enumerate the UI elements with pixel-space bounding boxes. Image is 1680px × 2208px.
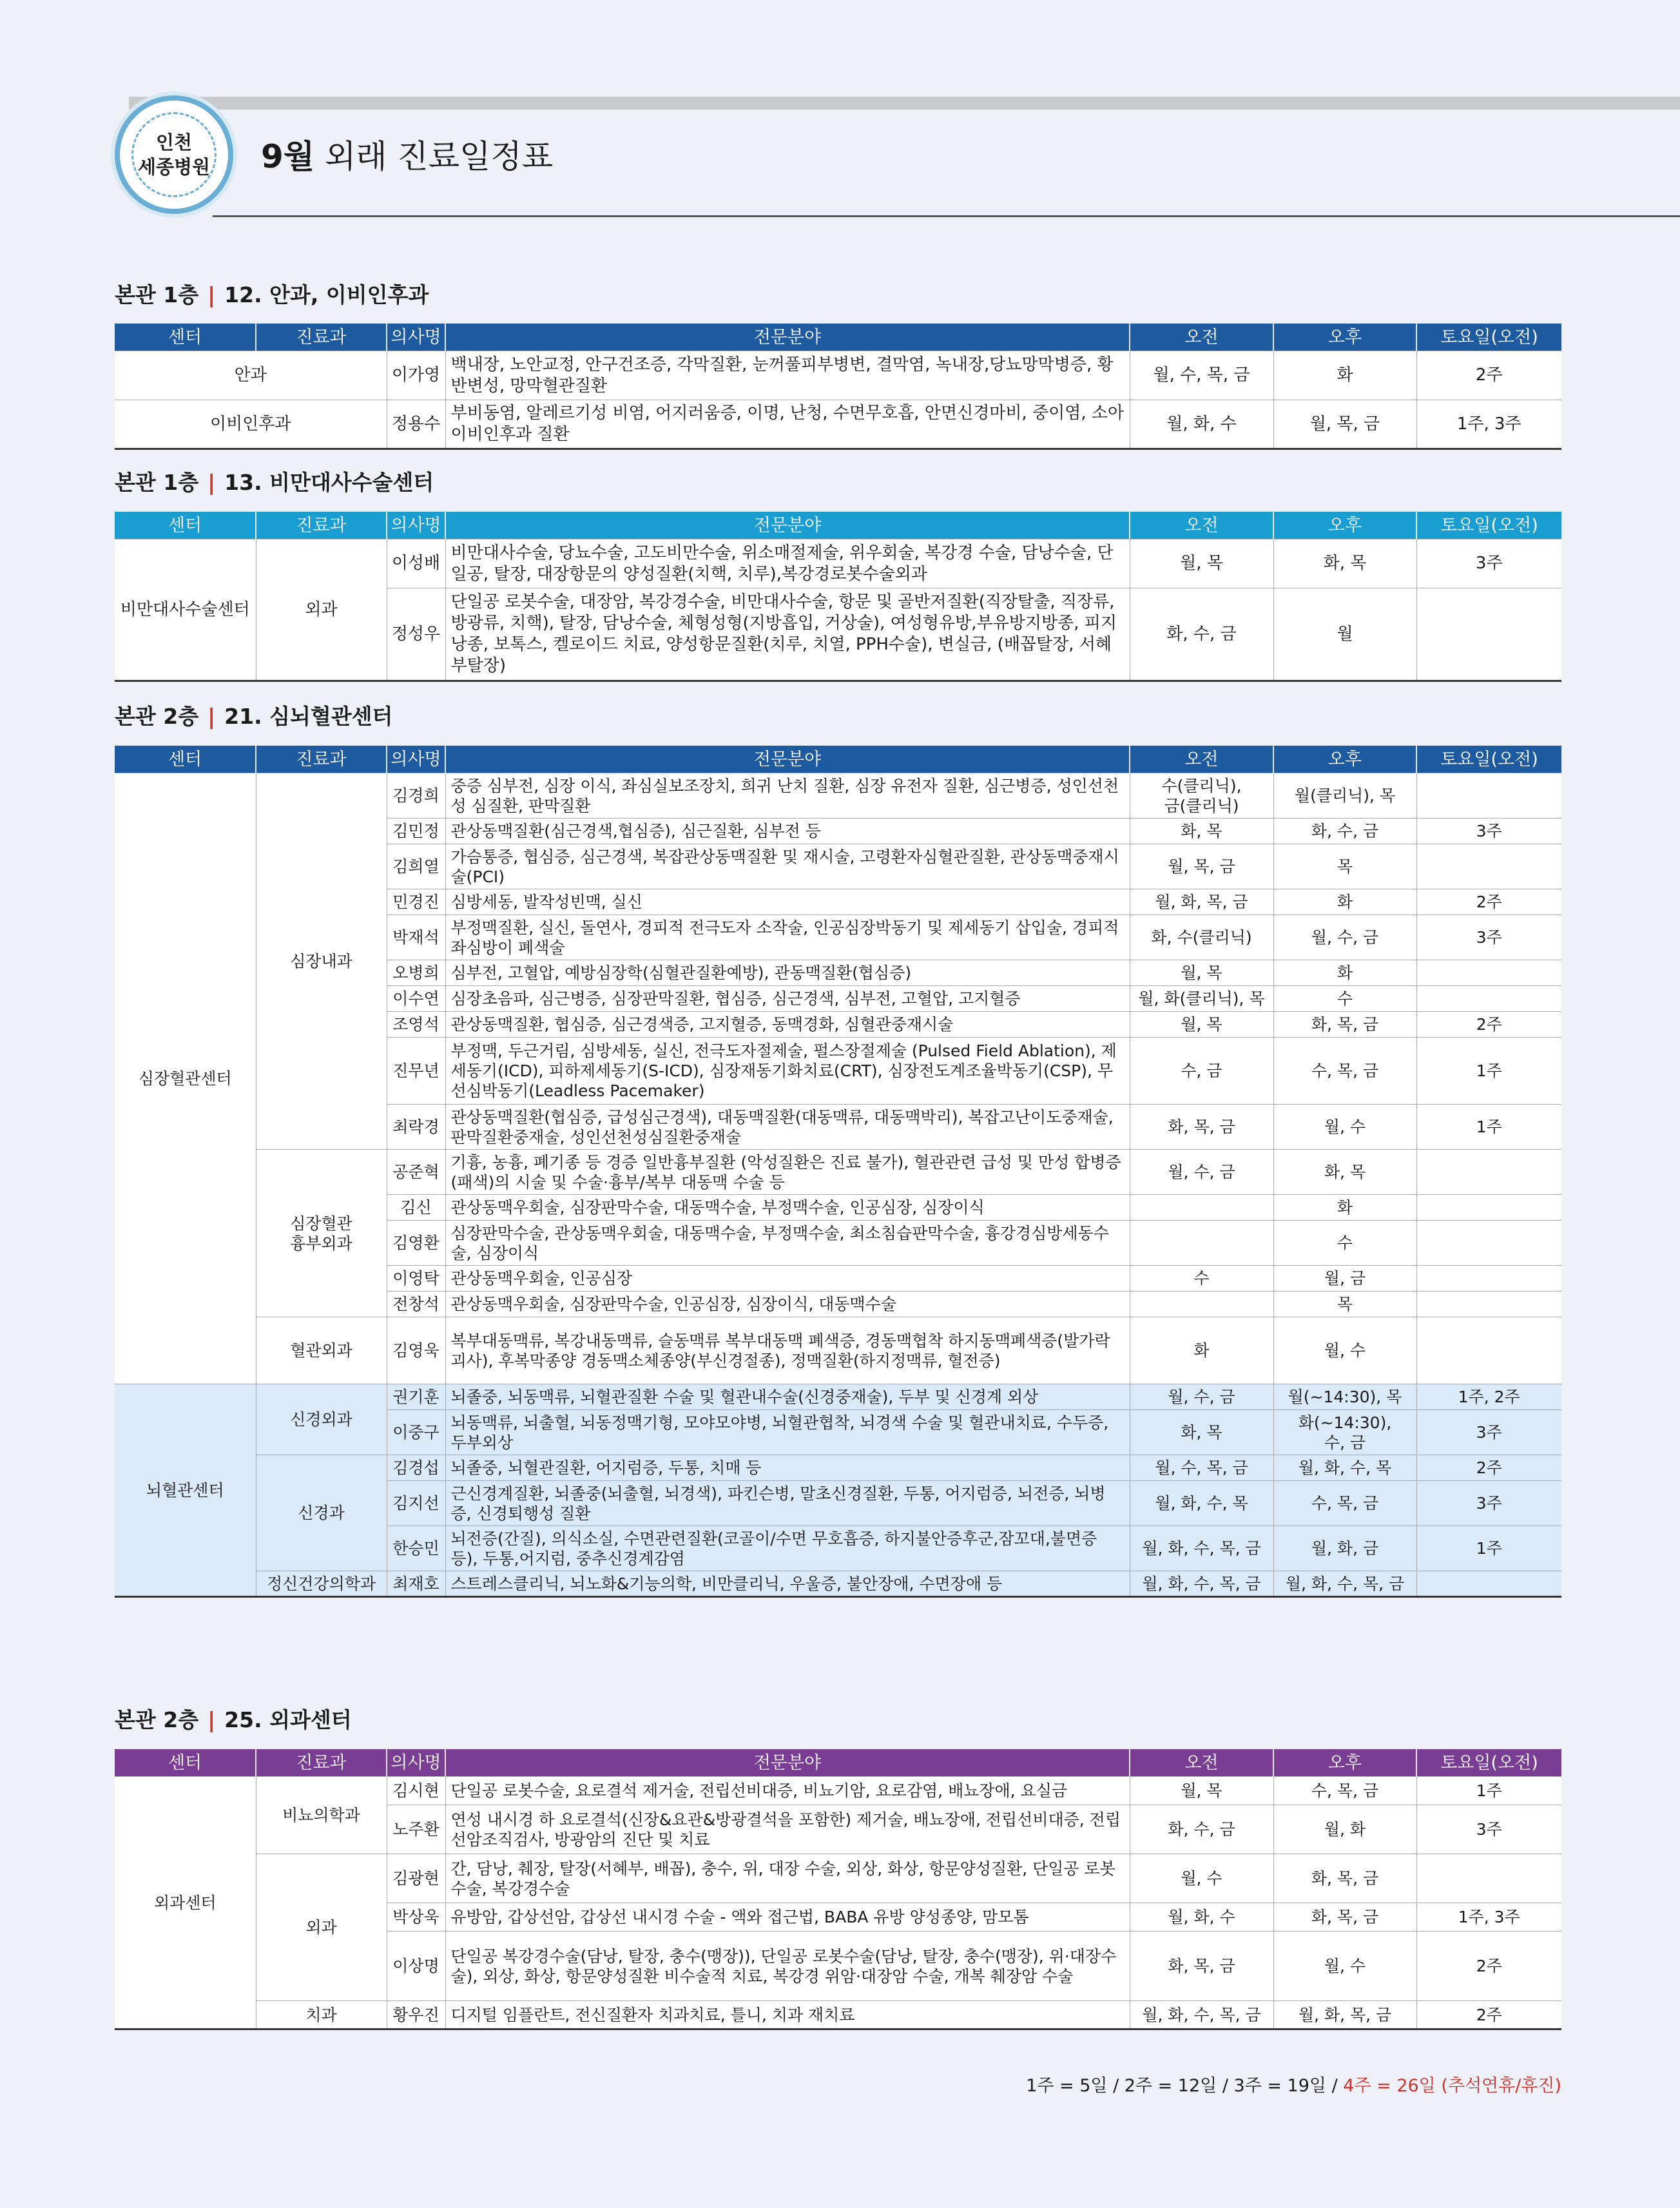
specialty-cell: 관상동맥질환(협심증, 급성심근경색), 대동맥질환(대동맥류, 대동맥박리), 복잡고난이도중재술, 판막질환중재술, 성인선천성심질환중재술 — [445, 1105, 1130, 1150]
doctor-name: 이영탁 — [387, 1266, 445, 1292]
afternoon-cell: 월, 수 — [1273, 1105, 1416, 1150]
doctor-name: 이상명 — [387, 1932, 445, 2001]
header-center: 센터 — [115, 324, 256, 351]
saturday-cell — [1416, 1292, 1561, 1317]
specialty-cell: 간, 담낭, 췌장, 탈장(서혜부, 배꼽), 충수, 위, 대장 수술, 외상, 화상, 항문양성질환, 단일공 로봇수술, 복강경수술 — [445, 1854, 1130, 1903]
doctor-name: 정용수 — [387, 400, 445, 449]
section-title-4 — [115, 1706, 352, 1734]
morning-cell: 월, 목 — [1130, 1777, 1273, 1805]
dept-cell: 외과 — [256, 539, 387, 681]
saturday-cell: 2주 — [1416, 1932, 1561, 2001]
table-row — [115, 1150, 1561, 1195]
specialty-cell: 심장판막수술, 관상동맥우회술, 대동맥수술, 부정맥수술, 최소침습판막수술, 흉강경심방세동수술, 심장이식 — [445, 1221, 1130, 1266]
afternoon-cell: 월, 화, 수, 목, 금 — [1273, 1571, 1416, 1597]
morning-cell: 월, 화, 목, 금 — [1130, 889, 1273, 915]
section-title-2 — [115, 469, 434, 497]
doctor-name: 박상욱 — [387, 1903, 445, 1932]
morning-cell: 수, 금 — [1130, 1038, 1273, 1105]
doctor-name: 권기훈 — [387, 1384, 445, 1410]
doctor-name: 이성배 — [387, 539, 445, 588]
saturday-cell — [1416, 986, 1561, 1012]
morning-cell: 월, 수, 금 — [1130, 1384, 1273, 1410]
afternoon-cell: 월, 화, 목, 금 — [1273, 2001, 1416, 2029]
header-dept: 진료과 — [256, 746, 387, 773]
table-row — [115, 1455, 1561, 1481]
header-saturday: 토요일(오전) — [1416, 512, 1561, 539]
doctor-name: 김경희 — [387, 773, 445, 818]
doctor-name: 김영환 — [387, 1221, 445, 1266]
specialty-cell: 유방암, 갑상선암, 갑상선 내시경 수술 - 액와 접근법, BABA 유방 양성종양, 맘모톰 — [445, 1903, 1130, 1932]
table-row — [115, 1571, 1561, 1597]
center-cell: 뇌혈관센터 — [115, 1384, 256, 1597]
doctor-name: 민경진 — [387, 889, 445, 915]
section-name: 12. 안과, 이비인후과 — [224, 282, 429, 307]
table-row — [115, 1777, 1561, 1805]
afternoon-cell: 목 — [1273, 1292, 1416, 1317]
table-row — [115, 2001, 1561, 2029]
doctor-name: 김희열 — [387, 844, 445, 889]
specialty-cell: 스트레스클리닉, 뇌노화&기능의학, 비만클리닉, 우울증, 불안장애, 수면장애 등 — [445, 1571, 1130, 1597]
specialty-cell: 관상동맥우회술, 심장판막수술, 대동맥수술, 부정맥수술, 인공심장, 심장이식 — [445, 1195, 1130, 1221]
specialty-cell: 근신경계질환, 뇌졸중(뇌출혈, 뇌경색), 파킨슨병, 말초신경질환, 두통, 어지럼증, 뇌전증, 뇌병증, 신경퇴행성 질환 — [445, 1481, 1130, 1526]
saturday-cell — [1416, 844, 1561, 889]
doctor-name: 김신 — [387, 1195, 445, 1221]
table-bariatric — [115, 512, 1561, 682]
afternoon-cell: 월, 수 — [1273, 1932, 1416, 2001]
dept-cell: 심장내과 — [256, 773, 387, 1150]
saturday-cell: 2주 — [1416, 889, 1561, 915]
center-cell: 심장혈관센터 — [115, 773, 256, 1384]
saturday-cell — [1416, 1854, 1561, 1903]
specialty-cell: 가슴통증, 협심증, 심근경색, 복잡관상동맥질환 및 재시술, 고령환자심혈관질환, 관상동맥중재시술(PCI) — [445, 844, 1130, 889]
morning-cell — [1130, 1195, 1273, 1221]
doctor-name: 김민정 — [387, 818, 445, 844]
doctor-name: 이가영 — [387, 351, 445, 400]
morning-cell: 수(클리닉), 금(클리닉) — [1130, 773, 1273, 818]
morning-cell: 월, 수, 목, 금 — [1130, 351, 1273, 400]
specialty-cell: 뇌동맥류, 뇌출혈, 뇌동정맥기형, 모야모야병, 뇌혈관협착, 뇌경색 수술 및 혈관내치료, 수두증, 두부외상 — [445, 1410, 1130, 1455]
table-cardio-neuro — [115, 746, 1561, 1598]
specialty-cell: 관상동맥우회술, 인공심장 — [445, 1266, 1130, 1292]
afternoon-cell: 화, 목, 금 — [1273, 1903, 1416, 1932]
specialty-cell: 뇌졸중, 뇌혈관질환, 어지럼증, 두통, 치매 등 — [445, 1455, 1130, 1481]
dept-cell: 혈관외과 — [256, 1317, 387, 1384]
saturday-cell: 1주 — [1416, 1526, 1561, 1571]
specialty-cell: 심부전, 고혈압, 예방심장학(심혈관질환예방), 관동맥질환(협심증) — [445, 960, 1130, 986]
afternoon-cell: 수, 목, 금 — [1273, 1481, 1416, 1526]
specialty-cell: 부비동염, 알레르기성 비염, 어지러움증, 이명, 난청, 수면무호흡, 안면신경마비, 중이염, 소아 이비인후과 질환 — [445, 400, 1130, 449]
header-afternoon: 오후 — [1273, 746, 1416, 773]
section-separator: | — [208, 470, 216, 495]
afternoon-cell: 월(클리닉), 목 — [1273, 773, 1416, 818]
specialty-cell: 관상동맥질환, 협심증, 심근경색증, 고지혈증, 동맥경화, 심혈관중재시술 — [445, 1012, 1130, 1038]
section-title-1 — [115, 281, 429, 309]
doctor-name: 김시현 — [387, 1777, 445, 1805]
afternoon-cell: 월, 화, 수, 목 — [1273, 1455, 1416, 1481]
dept-cell: 신경외과 — [256, 1384, 387, 1455]
section-floor: 본관 1층 — [115, 282, 199, 307]
doctor-name: 박재석 — [387, 915, 445, 960]
page-title-month: 9월 — [261, 138, 315, 175]
section-name: 21. 심뇌혈관센터 — [224, 704, 393, 729]
afternoon-cell: 화, 목 — [1273, 539, 1416, 588]
specialty-cell: 뇌전증(간질), 의식소실, 수면관련질환(코골이/수면 무호흡증, 하지불안증후군,잠꼬대,불면증 등), 두통,어지럼, 중추신경계감염 — [445, 1526, 1130, 1571]
doctor-name: 최락경 — [387, 1105, 445, 1150]
section-separator: | — [208, 1707, 216, 1732]
doctor-name: 이수연 — [387, 986, 445, 1012]
doctor-name: 한승민 — [387, 1526, 445, 1571]
header-specialty: 전문분야 — [445, 512, 1130, 539]
table-ent — [115, 324, 1561, 450]
specialty-cell: 부정맥, 두근거림, 심방세동, 실신, 전극도자절제술, 펄스장절제술 (Pulsed Field Ablation), 제세동기(ICD), 피하제세동기(S-ICD), 심장재동기화치료(CRT), 심장전도계조율박동기(CSP), 무선심박동기(Leadless Pacemaker) — [445, 1038, 1130, 1105]
saturday-cell: 3주 — [1416, 915, 1561, 960]
saturday-cell: 1주, 2주 — [1416, 1384, 1561, 1410]
saturday-cell: 1주, 3주 — [1416, 400, 1561, 449]
page-title — [261, 134, 553, 179]
afternoon-cell: 화, 수, 금 — [1273, 818, 1416, 844]
section-name: 13. 비만대사수술센터 — [224, 470, 434, 495]
specialty-cell: 심장초음파, 심근병증, 심장판막질환, 협심증, 심근경색, 심부전, 고혈압, 고지혈증 — [445, 986, 1130, 1012]
morning-cell: 월, 화, 수, 목, 금 — [1130, 1571, 1273, 1597]
saturday-cell — [1416, 588, 1561, 681]
saturday-cell — [1416, 960, 1561, 986]
saturday-cell — [1416, 1150, 1561, 1195]
header-divider-bar — [129, 97, 1680, 110]
morning-cell: 월, 수, 금 — [1130, 1150, 1273, 1195]
footnote-holiday: 4주 = 26일 (추석연휴/휴진) — [1343, 2076, 1561, 2096]
afternoon-cell: 화, 목, 금 — [1273, 1012, 1416, 1038]
morning-cell: 월, 화(클리닉), 목 — [1130, 986, 1273, 1012]
header-dept: 진료과 — [256, 1749, 387, 1777]
morning-cell: 수 — [1130, 1266, 1273, 1292]
header-morning: 오전 — [1130, 746, 1273, 773]
saturday-cell: 3주 — [1416, 1805, 1561, 1854]
afternoon-cell: 수 — [1273, 1221, 1416, 1266]
saturday-cell: 3주 — [1416, 818, 1561, 844]
morning-cell: 월, 수, 목, 금 — [1130, 1455, 1273, 1481]
header-specialty: 전문분야 — [445, 1749, 1130, 1777]
doctor-name: 정성우 — [387, 588, 445, 681]
saturday-cell — [1416, 1266, 1561, 1292]
saturday-cell: 1주 — [1416, 1105, 1561, 1150]
afternoon-cell: 월, 수, 금 — [1273, 915, 1416, 960]
section-name: 25. 외과센터 — [224, 1707, 352, 1732]
table-header-row — [115, 1749, 1561, 1777]
page-title-rest: 외래 진료일정표 — [325, 138, 553, 175]
morning-cell: 월, 수 — [1130, 1854, 1273, 1903]
afternoon-cell: 화 — [1273, 1195, 1416, 1221]
section-floor: 본관 2층 — [115, 704, 199, 729]
header-dept: 진료과 — [256, 324, 387, 351]
morning-cell: 월, 화, 수, 목, 금 — [1130, 2001, 1273, 2029]
saturday-cell: 2주 — [1416, 2001, 1561, 2029]
saturday-cell: 1주 — [1416, 1038, 1561, 1105]
section-floor: 본관 1층 — [115, 470, 199, 495]
table-row — [115, 400, 1561, 449]
table-row — [115, 539, 1561, 588]
morning-cell: 화, 목 — [1130, 818, 1273, 844]
morning-cell: 월, 화, 수, 목, 금 — [1130, 1526, 1273, 1571]
hospital-logo-badge — [115, 95, 233, 214]
dept-cell: 정신건강의학과 — [256, 1571, 387, 1597]
afternoon-cell: 화, 목, 금 — [1273, 1854, 1416, 1903]
doctor-name: 진무년 — [387, 1038, 445, 1105]
afternoon-cell: 수, 목, 금 — [1273, 1777, 1416, 1805]
week-legend-footnote — [1026, 2071, 1561, 2097]
saturday-cell: 2주 — [1416, 1012, 1561, 1038]
header-morning: 오전 — [1130, 512, 1273, 539]
section-title-3 — [115, 702, 392, 731]
afternoon-cell: 화(~14:30), 수, 금 — [1273, 1410, 1416, 1455]
specialty-cell: 연성 내시경 하 요로결석(신장&요관&방광결석을 포함한) 제거술, 배뇨장애, 전립선비대증, 전립선암조직검사, 방광암의 진단 및 치료 — [445, 1805, 1130, 1854]
doctor-name: 조영석 — [387, 1012, 445, 1038]
specialty-cell: 단일공 로봇수술, 요로결석 제거술, 전립선비대증, 비뇨기암, 요로감염, 배뇨장애, 요실금 — [445, 1777, 1130, 1805]
afternoon-cell: 목 — [1273, 844, 1416, 889]
doctor-name: 오병희 — [387, 960, 445, 986]
morning-cell: 월, 목, 금 — [1130, 844, 1273, 889]
afternoon-cell: 화, 목 — [1273, 1150, 1416, 1195]
header-doctor: 의사명 — [387, 512, 445, 539]
header-doctor: 의사명 — [387, 324, 445, 351]
center-cell: 이비인후과 — [115, 400, 387, 449]
badge-line2: 세종병원 — [137, 156, 211, 178]
dept-cell: 치과 — [256, 2001, 387, 2029]
saturday-cell — [1416, 1221, 1561, 1266]
morning-cell: 화, 목, 금 — [1130, 1932, 1273, 2001]
saturday-cell: 1주, 3주 — [1416, 1903, 1561, 1932]
afternoon-cell: 수, 목, 금 — [1273, 1038, 1416, 1105]
morning-cell: 화 — [1130, 1317, 1273, 1384]
doctor-name: 전창석 — [387, 1292, 445, 1317]
morning-cell: 월, 목 — [1130, 539, 1273, 588]
center-cell: 비만대사수술센터 — [115, 539, 256, 681]
morning-cell — [1130, 1292, 1273, 1317]
header-morning: 오전 — [1130, 324, 1273, 351]
header-afternoon: 오후 — [1273, 324, 1416, 351]
afternoon-cell: 월, 화 — [1273, 1805, 1416, 1854]
afternoon-cell: 월, 화, 금 — [1273, 1526, 1416, 1571]
morning-cell: 월, 화, 수 — [1130, 1903, 1273, 1932]
saturday-cell: 3주 — [1416, 1410, 1561, 1455]
header-doctor: 의사명 — [387, 746, 445, 773]
specialty-cell: 비만대사수술, 당뇨수술, 고도비만수술, 위소매절제술, 위우회술, 복강경 수술, 담낭수술, 단일공, 탈장, 대장항문의 양성질환(치핵, 치루),복강경로봇수술외과 — [445, 539, 1130, 588]
table-header-row — [115, 746, 1561, 773]
specialty-cell: 기흉, 농흉, 폐기종 등 경증 일반흉부질환 (악성질환은 진료 불가), 혈관관련 급성 및 만성 합병증(패색)의 시술 및 수술·흉부/복부 대동맥 수술 등 — [445, 1150, 1130, 1195]
doctor-name: 공준혁 — [387, 1150, 445, 1195]
afternoon-cell: 화 — [1273, 351, 1416, 400]
doctor-name: 김영욱 — [387, 1317, 445, 1384]
table-row — [115, 1384, 1561, 1410]
table-row — [115, 351, 1561, 400]
morning-cell: 화, 수, 금 — [1130, 1805, 1273, 1854]
header-center: 센터 — [115, 746, 256, 773]
specialty-cell: 관상동맥질환(심근경색,협심증), 심근질환, 심부전 등 — [445, 818, 1130, 844]
section-separator: | — [208, 282, 216, 307]
specialty-cell: 부정맥질환, 실신, 돌연사, 경피적 전극도자 소작술, 인공심장박동기 및 제세동기 삽입술, 경피적 좌심방이 폐색술 — [445, 915, 1130, 960]
doctor-name: 김지선 — [387, 1481, 445, 1526]
afternoon-cell: 월, 금 — [1273, 1266, 1416, 1292]
header-doctor: 의사명 — [387, 1749, 445, 1777]
saturday-cell: 2주 — [1416, 1455, 1561, 1481]
header-afternoon: 오후 — [1273, 512, 1416, 539]
morning-cell: 화, 목, 금 — [1130, 1105, 1273, 1150]
header-afternoon: 오후 — [1273, 1749, 1416, 1777]
center-cell: 안과 — [115, 351, 387, 400]
morning-cell: 월, 화, 수 — [1130, 400, 1273, 449]
morning-cell: 화, 목 — [1130, 1410, 1273, 1455]
saturday-cell — [1416, 1317, 1561, 1384]
header-dept: 진료과 — [256, 512, 387, 539]
dept-cell: 신경과 — [256, 1455, 387, 1571]
specialty-cell: 심방세동, 발작성빈맥, 실신 — [445, 889, 1130, 915]
saturday-cell: 3주 — [1416, 1481, 1561, 1526]
header-saturday: 토요일(오전) — [1416, 324, 1561, 351]
afternoon-cell: 수 — [1273, 986, 1416, 1012]
dept-cell: 심장혈관 흉부외과 — [256, 1150, 387, 1317]
saturday-cell — [1416, 1571, 1561, 1597]
table-row — [115, 1317, 1561, 1384]
specialty-cell: 단일공 로봇수술, 대장암, 복강경수술, 비만대사수술, 항문 및 골반저질환(직장탈출, 직장류, 방광류, 치핵), 탈장, 담낭수술, 체형성형(지방흡입, 거상술), 여성형유방,부유방지방종, 피지낭종, 보톡스, 켈로이드 치료, 양성항문질환(치루, 치열, PPH수술), 변실금, (배꼽탈장, 서혜부탈장) — [445, 588, 1130, 681]
morning-cell: 화, 수, 금 — [1130, 588, 1273, 681]
table-header-row — [115, 324, 1561, 351]
afternoon-cell: 월 — [1273, 588, 1416, 681]
center-cell: 외과센터 — [115, 1777, 256, 2029]
specialty-cell: 복부대동맥류, 복강내동맥류, 슬동맥류 복부대동맥 폐색증, 경동맥협착 하지동맥폐색증(발가락괴사), 후복막종양 경동맥소체종양(부신경절종), 정맥질환(하지정맥류, 혈전증) — [445, 1317, 1130, 1384]
afternoon-cell: 화 — [1273, 960, 1416, 986]
specialty-cell: 관상동맥우회술, 심장판막수술, 인공심장, 심장이식, 대동맥수술 — [445, 1292, 1130, 1317]
header-morning: 오전 — [1130, 1749, 1273, 1777]
doctor-name: 황우진 — [387, 2001, 445, 2029]
table-header-row — [115, 512, 1561, 539]
morning-cell: 화, 수(클리닉) — [1130, 915, 1273, 960]
doctor-name: 최재호 — [387, 1571, 445, 1597]
afternoon-cell: 월(~14:30), 목 — [1273, 1384, 1416, 1410]
doctor-name: 김경섭 — [387, 1455, 445, 1481]
header-center: 센터 — [115, 1749, 256, 1777]
saturday-cell: 3주 — [1416, 539, 1561, 588]
morning-cell: 월, 목 — [1130, 1012, 1273, 1038]
section-separator: | — [208, 704, 216, 729]
afternoon-cell: 월, 수 — [1273, 1317, 1416, 1384]
doctor-name: 김광현 — [387, 1854, 445, 1903]
section-floor: 본관 2층 — [115, 1707, 199, 1732]
saturday-cell — [1416, 1195, 1561, 1221]
afternoon-cell: 화 — [1273, 889, 1416, 915]
afternoon-cell: 월, 목, 금 — [1273, 400, 1416, 449]
dept-cell: 비뇨의학과 — [256, 1777, 387, 1854]
morning-cell — [1130, 1221, 1273, 1266]
footnote-main: 1주 = 5일 / 2주 = 12일 / 3주 = 19일 / — [1026, 2076, 1344, 2096]
table-row — [115, 773, 1561, 818]
specialty-cell: 단일공 복강경수술(담낭, 탈장, 충수(맹장)), 단일공 로봇수술(담낭, 탈장, 충수(맹장), 위·대장수술), 외상, 화상, 항문양성질환 비수술적 치료, 복강경 위암·대장암 수술, 개복 췌장암 수술 — [445, 1932, 1130, 2001]
morning-cell: 월, 목 — [1130, 960, 1273, 986]
saturday-cell: 1주 — [1416, 1777, 1561, 1805]
specialty-cell: 뇌졸중, 뇌동맥류, 뇌혈관질환 수술 및 혈관내수술(신경중재술), 두부 및 신경계 외상 — [445, 1384, 1130, 1410]
table-row — [115, 1854, 1561, 1903]
specialty-cell: 백내장, 노안교정, 안구건조증, 각막질환, 눈꺼풀피부병변, 결막염, 녹내장,당뇨망막병증, 황반변성, 망막혈관질환 — [445, 351, 1130, 400]
saturday-cell — [1416, 773, 1561, 818]
specialty-cell: 중증 심부전, 심장 이식, 좌심실보조장치, 희귀 난치 질환, 심장 유전자 질환, 심근병증, 성인선천성 심질환, 판막질환 — [445, 773, 1130, 818]
morning-cell: 월, 화, 수, 목 — [1130, 1481, 1273, 1526]
doctor-name: 노주환 — [387, 1805, 445, 1854]
table-surgery — [115, 1749, 1561, 2030]
header-specialty: 전문분야 — [445, 324, 1130, 351]
title-underline — [213, 215, 1680, 217]
specialty-cell: 디지털 임플란트, 전신질환자 치과치료, 틀니, 치과 재치료 — [445, 2001, 1130, 2029]
doctor-name: 이중구 — [387, 1410, 445, 1455]
header-saturday: 토요일(오전) — [1416, 1749, 1561, 1777]
badge-line1: 인천 — [155, 131, 193, 153]
saturday-cell: 2주 — [1416, 351, 1561, 400]
header-center: 센터 — [115, 512, 256, 539]
header-specialty: 전문분야 — [445, 746, 1130, 773]
dept-cell: 외과 — [256, 1854, 387, 2001]
header-saturday: 토요일(오전) — [1416, 746, 1561, 773]
